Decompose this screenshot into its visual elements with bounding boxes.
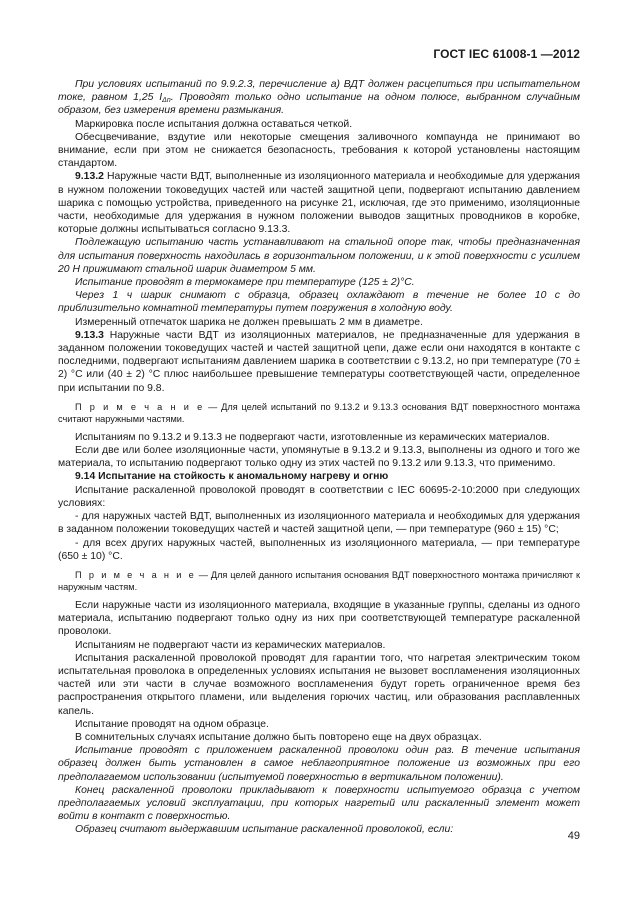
list-item: - для наружных частей ВДТ, выполненных из изоляционного материала и необходимых для удержания в заданном положении токоведущих частей и частей защитной цепи, — при температуре (960 ± 15) °С; [58, 511, 580, 536]
paragraph: Подлежащую испытанию часть устанавливают на стальной опоре так, чтобы предназначенная для испытания поверхность находилась в горизонтальном положении, и к этой поверхности с усилием 20 Н прижимают стальной шарик диаметром 5 мм. [58, 237, 580, 275]
note: П р и м е ч а н и е — Для целей испытаний по 9.13.2 и 9.13.3 основания ВДТ поверхностного монтажа считают наружными частями. [58, 401, 580, 424]
paragraph: Конец раскаленной проволоки прикладывают к поверхности испытуемого образца с учетом предполагаемых условий эксплуатации, при которых нагретый или раскаленный элемент может войти в контакт с поверхностью. [58, 784, 580, 823]
list-item: - для всех других наружных частей, выполненных из изоляционного материала, — при температуре (650 ± 10) °С. [58, 537, 580, 562]
paragraph: При условиях испытаний по 9.9.2.3, перечисление а) ВДТ должен расцепиться при испытательном токе, равном 1,25 $I_{\Delta n}$. Проводят только одно испытание на одном полюсе, выбранном случайным образом, без измерения времени размыкания. [58, 79, 581, 117]
paragraph: Испытаниям не подвергают части из керамических материалов. [75, 639, 386, 651]
clause-9-13-3: 9.13.3 Наружные части ВДТ из изоляционных материалов, не предназначенные для удержания в заданном положении токоведущих частей и частей защитной цепи, даже если они находятся в контакте с последними, подвергают испытаниям давлением шарика в соответствии с 9.13.2, но при температуре (70 ± 2) °С или (40 ± 2) °С плюс наибольшее превышение температуры соответствующей части, определенное при испытании по 9.8. [58, 329, 580, 394]
paragraph: Обесцвечивание, вздутие или некоторые смещения заливочного компаунда не принимают во внимание, если при этом не снижается безопасность, требования к которой установлены настоящим стандартом. [58, 131, 580, 170]
paragraph: Испытание проводят на одном образце. [75, 718, 269, 730]
paragraph: Испытание проводят в термокамере при температуре (125 ± 2)°С. [75, 277, 415, 289]
paragraph: Испытание проводят с приложением раскаленной проволоки один раз. В течение испытания образец должен быть установлен в самое неблагоприятное положение из возможных при его предполагаемом использовании (испытуемой поверхностью в вертикальном положении). [58, 745, 580, 783]
note-label: П р и м е ч а н и е [75, 401, 205, 412]
page-body [58, 78, 580, 837]
document-header: ГОСТ IEC 61008-1 —2012 [433, 47, 580, 61]
paragraph: Если две или более изоляционные части, упомянутые в 9.13.2 и 9.13.3, выполнены из одного и того же материала, то испытанию подвергают только одну из этих частей по 9.13.2 или 9.13.3, что применимо. [58, 445, 580, 470]
paragraph: Испытание раскаленной проволокой проводят в соответствии с IEC 60695-2-10:2000 при следующих условиях: [58, 484, 580, 509]
paragraph: Испытания раскаленной проволокой проводят для гарантии того, что нагретая электрическим током испытательная проволока в определенных условиях испытания не вызовет воспламенения изоляционных частей или эти части в случае возможного воспламенения будут гореть ограниченное время без распространения открытого пламени, или выделения горючих частиц, или образования расплавленных капель. [58, 652, 580, 717]
clause-number: 9.13.2 [75, 171, 104, 183]
subscript: Δn [162, 97, 171, 105]
clause-9-13-2: 9.13.2 Наружные части ВДТ, выполненные из изоляционного материала и необходимые для удержания в нужном положении токоведущих частей или частей защитной цепи, подвергают испытанию давлением шарика с помощью устройства, приведенного на рисунке 21, исключая, где это применимо, изоляционные части, необходимые для удержания в нужном положении выводов защитных проводников в коробке, которые должны испытываться согласно 9.13.3. [58, 171, 580, 236]
section-heading: 9.14 Испытание на стойкость к аномальному нагреву и огню [75, 471, 389, 483]
clause-number: 9.13.3 [75, 329, 104, 341]
page-number: 49 [567, 830, 580, 842]
paragraph: Образец считают выдержавшим испытание раскаленной проволокой, если: [75, 824, 454, 836]
paragraph: Испытаниям по 9.13.2 и 9.13.3 не подвергают части, изготовленные из керамических материалов. [75, 431, 550, 443]
paragraph: Измеренный отпечаток шарика не должен превышать 2 мм в диаметре. [75, 316, 423, 328]
paragraph: В сомнительных случаях испытание должно быть повторено еще на двух образцах. [75, 731, 482, 743]
paragraph: Маркировка после испытания должна оставаться четкой. [75, 118, 353, 130]
note-label: П р и м е ч а н и е [75, 569, 196, 580]
paragraph: Через 1 ч шарик снимают с образца, образец охлаждают в течение не более 10 с до приблизительно комнатной температуры путем погружения в холодную воду. [58, 290, 580, 315]
paragraph: Если наружные части из изоляционного материала, входящие в указанные группы, сделаны из одного материала, испытанию подвергают только одну из них при соответствующей температуре раскаленной проволоки. [58, 599, 580, 638]
note: П р и м е ч а н и е — Для целей данного испытания основания ВДТ поверхностного монтажа причисляют к наружным частям. [58, 569, 580, 592]
